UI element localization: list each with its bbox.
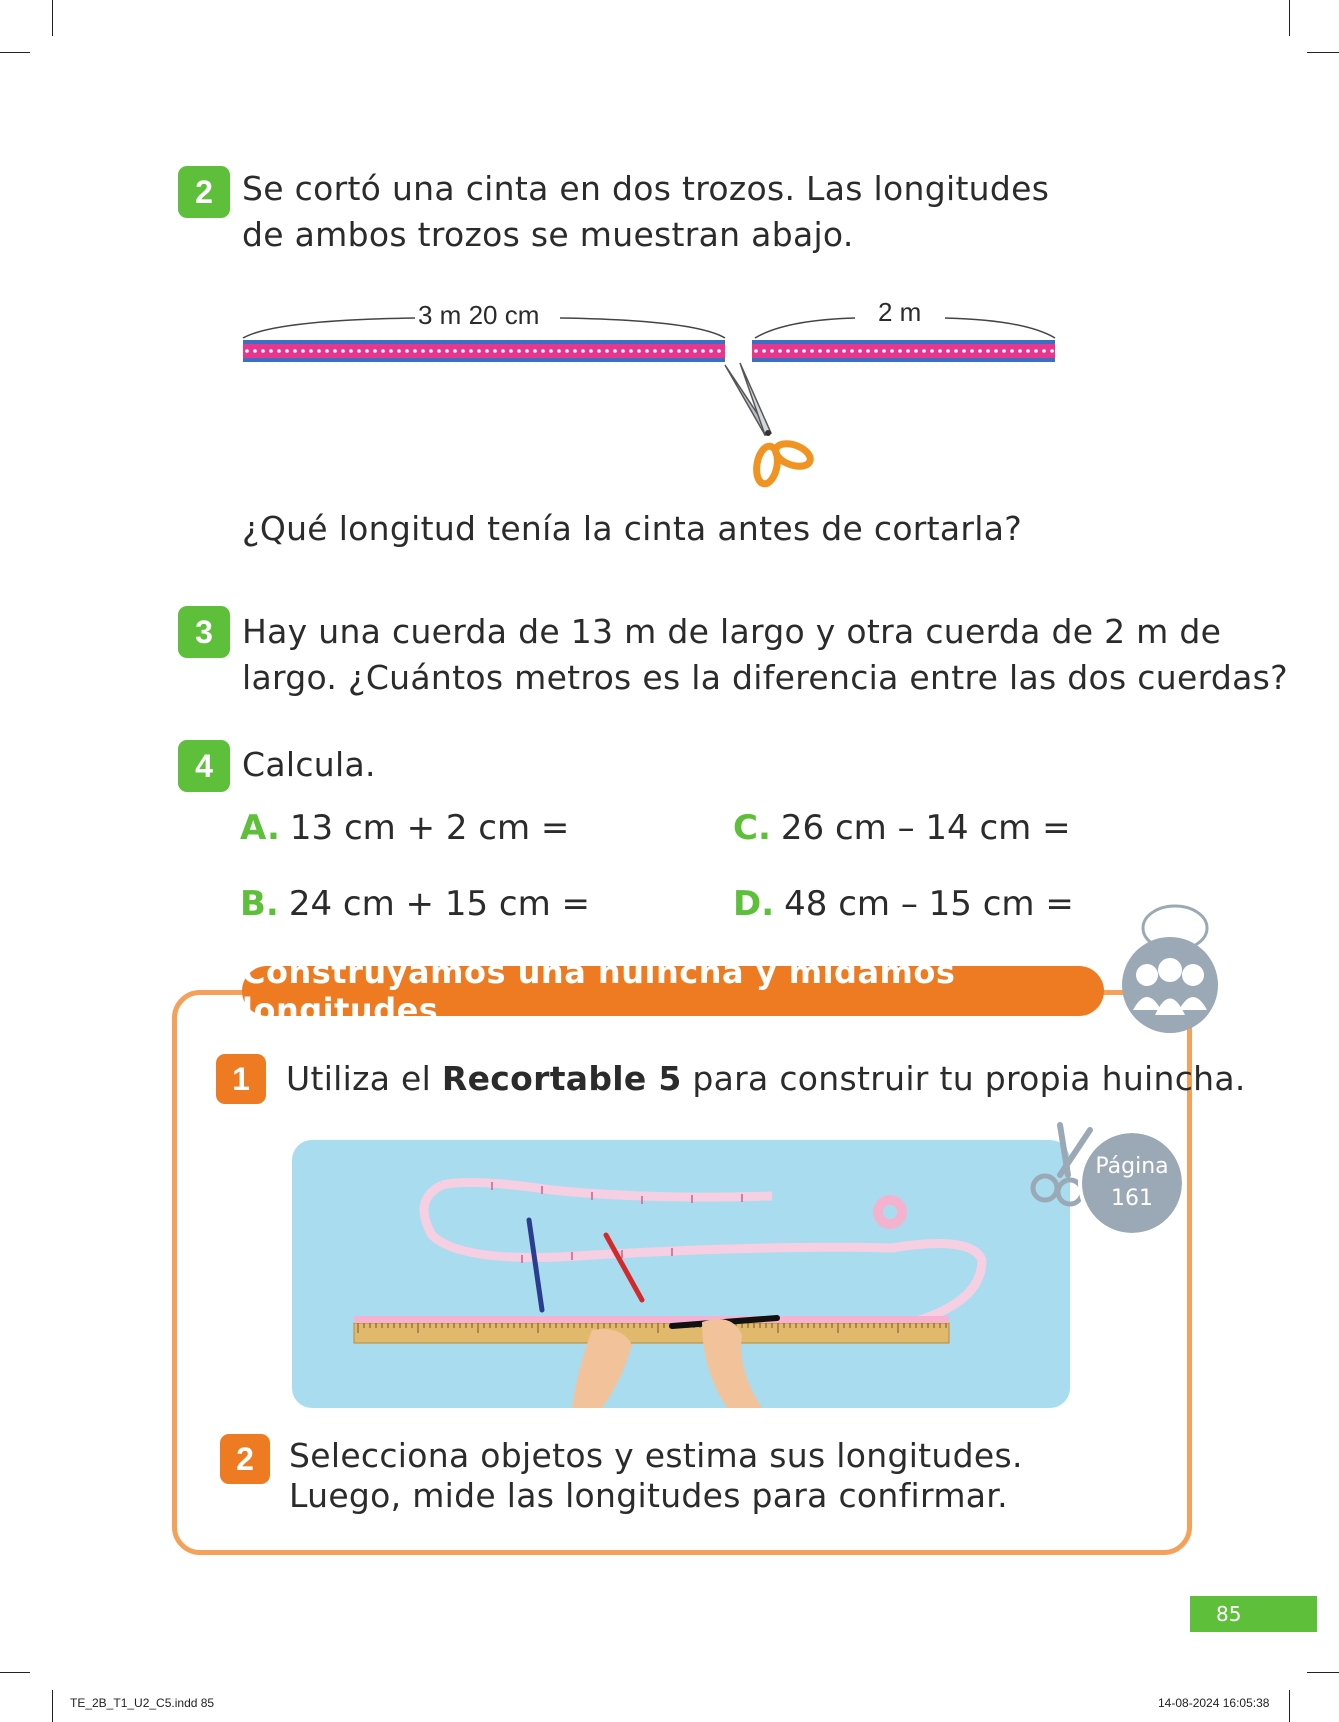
calc-expression: 13 cm + 2 cm = — [289, 808, 570, 848]
calc-letter: A. — [240, 808, 280, 848]
ribbon-cut-illustration — [235, 290, 1065, 490]
step-line: Luego, mide las longitudes para confirmar. — [289, 1476, 1008, 1515]
page-reference-label: Página — [1095, 1154, 1169, 1179]
calc-item-d — [733, 884, 1074, 924]
step-text — [286, 1056, 1246, 1102]
footer-filename: TE_2B_T1_U2_C5.indd 85 — [70, 1696, 215, 1710]
crop-mark — [1307, 52, 1339, 53]
crop-mark — [1307, 1672, 1339, 1673]
activity-banner: Construyamos una huincha y midamos longitudes — [242, 966, 1104, 1016]
step-text — [289, 1436, 1023, 1516]
ribbon-label-right: 2 m — [878, 297, 922, 327]
page-reference-badge — [1082, 1133, 1182, 1233]
ribbon-label-left: 3 m 20 cm — [418, 300, 540, 330]
footer-timestamp: 14-08-2024 16:05:38 — [1158, 1696, 1270, 1710]
crop-mark — [52, 0, 53, 36]
question-text — [242, 166, 1049, 258]
photo-illustration — [292, 1140, 1070, 1408]
question-number-badge: 4 — [178, 740, 230, 792]
step-line: Selecciona objetos y estima sus longitudes. — [289, 1436, 1023, 1475]
question-line: Se cortó una cinta en dos trozos. Las longitudes — [242, 169, 1050, 208]
cutout-reference: Recortable 5 — [441, 1059, 682, 1098]
crop-mark — [1289, 0, 1290, 36]
calc-letter: C. — [733, 808, 771, 848]
step-number-badge: 1 — [216, 1054, 266, 1104]
calc-item-c — [733, 808, 1071, 848]
calc-item-a — [240, 808, 569, 848]
calc-expression: 24 cm + 15 cm = — [288, 884, 591, 924]
page-number: 85 — [1190, 1596, 1317, 1632]
calc-letter: B. — [240, 884, 279, 924]
question-line: largo. ¿Cuántos metros es la diferencia entre las dos cuerdas? — [242, 658, 1288, 697]
calc-letter: D. — [733, 884, 775, 924]
crop-mark — [0, 52, 30, 53]
step-text-part: Utiliza el — [286, 1059, 442, 1098]
step-text-part: para construir tu propia huincha. — [681, 1059, 1246, 1098]
crop-mark — [52, 1690, 53, 1722]
crop-mark — [1289, 1690, 1290, 1722]
question-number-badge: 2 — [178, 166, 230, 218]
question-number-badge: 3 — [178, 606, 230, 658]
crop-mark — [0, 1672, 30, 1673]
question-title: Calcula. — [242, 745, 376, 784]
step-number-badge: 2 — [220, 1434, 270, 1484]
measuring-tape-photo — [292, 1140, 1070, 1408]
group-work-icon — [1115, 900, 1225, 1040]
question-line: de ambos trozos se muestran abajo. — [242, 215, 854, 254]
question-prompt: ¿Qué longitud tenía la cinta antes de cortarla? — [242, 509, 1023, 548]
question-text — [242, 609, 1288, 701]
page-reference-number: 161 — [1111, 1186, 1153, 1211]
question-line: Hay una cuerda de 13 m de largo y otra cuerda de 2 m de — [242, 612, 1222, 651]
calc-item-b — [240, 884, 590, 924]
calc-expression: 26 cm – 14 cm = — [780, 808, 1071, 848]
calc-expression: 48 cm – 15 cm = — [784, 884, 1074, 924]
